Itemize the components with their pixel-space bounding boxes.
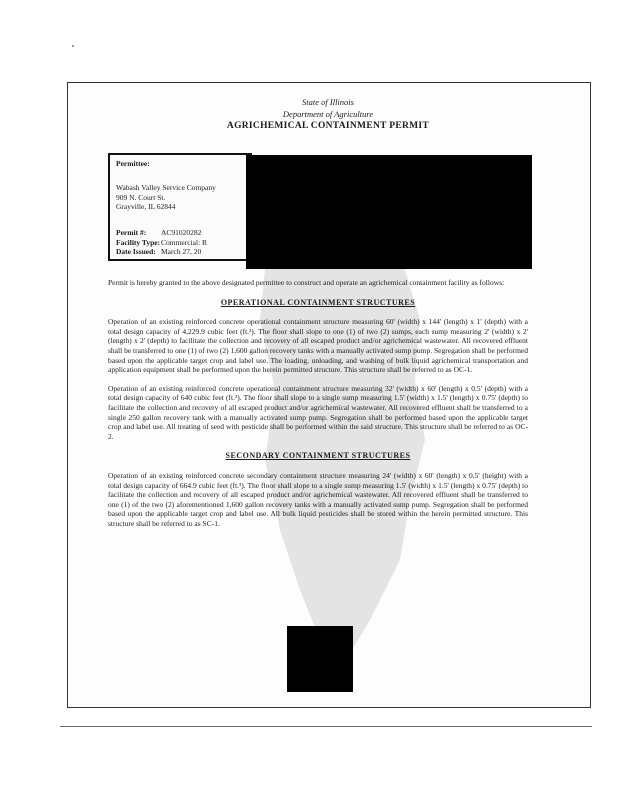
permit-info bbox=[116, 228, 207, 257]
permittee-label: Permittee: bbox=[116, 159, 150, 168]
permit-number-label: Permit #: bbox=[116, 228, 147, 237]
intro-paragraph: Permit is hereby granted to the above designated permittee to construct and operate an agrichemical containment facility as follows: bbox=[108, 278, 505, 287]
permit-number-value: AC91020282 bbox=[161, 228, 202, 237]
facility-type-row bbox=[116, 238, 207, 248]
redaction-block-bottom bbox=[287, 626, 353, 692]
permittee-address bbox=[116, 183, 216, 212]
sc1-paragraph: Operation of an existing reinforced concrete secondary containment structure measuring 24' (width) x 60' (length) x 0.5' (height) with a total design capacity of 664.9 cubic feet (ft.³). The floor shall slope to a single sump measuring 1.5' (width) x 1.5' (length) x 0.75' (depth) to facilitate the collection and recovery of all escaped product and/or agrichemical wastewater. All recovered effluent shall be transferred to one (1) of the two (2) aforementioned 1,600 gallon recovery tanks with a manually activated sump pump. Segregation shall be performed based upon the applicable target crop and label use. All bulk liquid pesticides shall be stored within the herein permitted structure. This structure shall be referred to as SC-1. bbox=[108, 470, 528, 528]
permittee-city: Grayville, IL 62844 bbox=[116, 202, 176, 211]
oc1-paragraph: Operation of an existing reinforced concrete operational containment structure measuring 60' (width) x 144' (length) x 1' (depth) with a total design capacity of 4,229.9 cubic feet (ft.³). The floor shall slope to one (1) of two (2) sumps, each sump measuring 2' (width) x 2' (length) x 2' (depth) to facilitate the collection and recovery of all escaped product and/or agrichemical wastewater. All recovered effluent shall be transferred to one (1) of two (2) 1,600 gallon recovery tanks with a manually activated sump pump. Segregation shall be performed based upon the applicable target crop and label use. The loading, unloading, and washing of bulk liquid agrichemical transportation and application equipment shall be performed upon the herein permitted structure. This structure shall be referred to as OC-1. bbox=[108, 317, 528, 375]
oc2-paragraph: Operation of an existing reinforced concrete operational containment structure measuring 32' (width) x 60' (length) x 0.5' (depth) with a total design capacity of 640 cubic feet (ft.³). The floor shall slope to a single sump measuring 1.5' (width) x 1.5' (length) x 0.75' (depth) to facilitate the collection and recovery of all escaped product and/or agrichemical wastewater. All recovered effluent shall be transferred to a single 250 gallon recovery tank with a manually activated sump pump. Segregation shall be performed based upon the applicable target crop and label use. All treating of seed with pesticide shall be performed within the said structure. This structure shall be referred to as OC-2. bbox=[108, 383, 528, 441]
date-issued-label: Date Issued: bbox=[116, 247, 156, 256]
section-heading-operational: OPERATIONAL CONTAINMENT STRUCTURES bbox=[220, 297, 416, 307]
date-issued-row bbox=[116, 247, 207, 257]
department-name: Department of Agriculture bbox=[282, 109, 374, 119]
state-name: State of Illinois bbox=[302, 97, 354, 107]
permittee-box bbox=[108, 153, 252, 261]
scan-speck bbox=[72, 45, 74, 47]
date-issued-value: March 27, 20 bbox=[161, 247, 202, 256]
permittee-street: 909 N. Court St. bbox=[116, 192, 166, 202]
permit-body bbox=[108, 278, 528, 537]
permit-header bbox=[67, 96, 589, 133]
facility-type-label: Facility Type: bbox=[116, 237, 161, 247]
permit-title: AGRICHEMICAL CONTAINMENT PERMIT bbox=[226, 121, 430, 131]
permittee-name: Wabash Valley Service Company bbox=[116, 183, 216, 192]
section-heading-secondary: SECONDARY CONTAINMENT STRUCTURES bbox=[225, 451, 411, 461]
facility-type-value: Commercial: R bbox=[161, 237, 208, 247]
permit-number-row bbox=[116, 228, 207, 238]
redaction-block bbox=[246, 155, 532, 269]
footer-rule bbox=[60, 726, 592, 727]
